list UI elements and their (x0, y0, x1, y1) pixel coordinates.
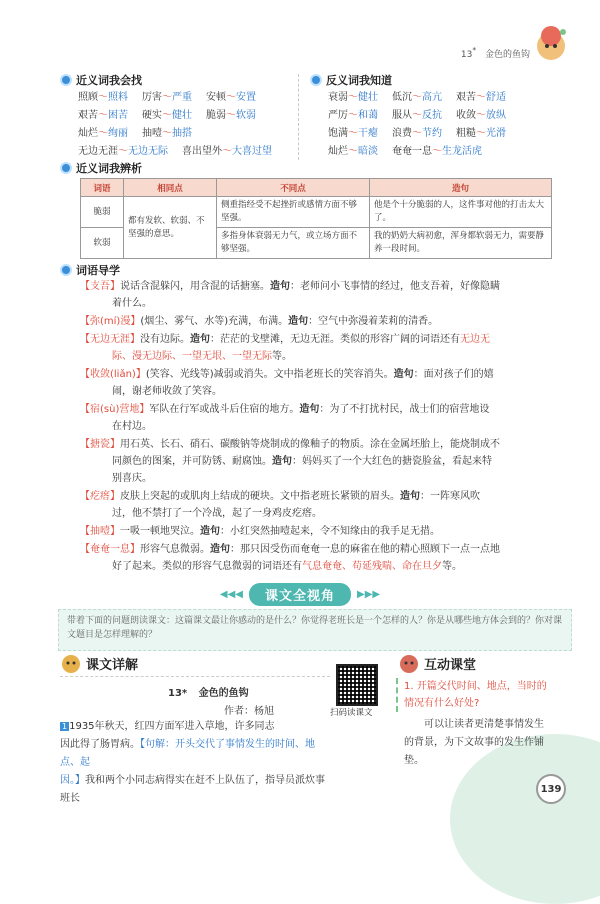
paired-word: 健壮 (358, 92, 378, 103)
paired-word: 干瘪 (358, 128, 378, 139)
article-title (168, 684, 249, 699)
guide-entry (80, 366, 552, 400)
guide-line (80, 541, 552, 558)
article-note: 【句解：开头交代了事情发生的时间、地点、起 (60, 739, 315, 768)
bullet-icon (310, 74, 322, 86)
word-pair-row (78, 107, 292, 125)
word: 厉害 (142, 92, 162, 103)
guide-line (80, 331, 552, 348)
word: 浪费 (392, 128, 412, 139)
paired-word: 高亢 (422, 92, 442, 103)
article-note: 因。】 (60, 775, 85, 786)
example-label: 造句 (288, 316, 309, 327)
paired-word: 放纵 (486, 110, 506, 121)
example-label: 造句 (210, 544, 230, 555)
example-label: 造句 (299, 404, 320, 415)
paired-word: 光滑 (486, 128, 506, 139)
paired-word: 舒适 (486, 92, 506, 103)
word: 脆弱 (206, 110, 226, 121)
guide-line (80, 436, 552, 453)
word: 严厉 (328, 110, 348, 121)
pair-arrow: ～ (348, 128, 358, 139)
paired-word: 生龙活虎 (442, 146, 482, 157)
continuation: 着什么。 (112, 298, 152, 309)
word-pair (456, 125, 506, 143)
word-pair (142, 125, 192, 143)
pair-arrow: ～ (118, 146, 128, 157)
word: 安顿 (206, 92, 226, 103)
paired-word: 安置 (236, 92, 256, 103)
guide-term: 【奄奄一息】 (80, 544, 140, 555)
guide-line: 别喜庆。 (112, 473, 152, 484)
table-header: 不同点 (217, 179, 370, 197)
table-header: 相同点 (124, 179, 217, 197)
pair-arrow: ～ (432, 146, 442, 157)
guide-term: 【弥(mí)漫】 (80, 316, 141, 327)
pair-arrow: ～ (476, 92, 486, 103)
guide-section (60, 262, 120, 278)
paired-word: 反抗 (422, 110, 442, 121)
continuation: 等。 (442, 561, 462, 572)
word: 灿烂 (78, 128, 98, 139)
word-pair (182, 143, 272, 161)
word: 灿烂 (328, 146, 348, 157)
table-cell: 都有发软、软弱、不坚强的意思。 (124, 197, 217, 259)
arrow-left-icon: ◀◀◀ (219, 588, 243, 600)
example-text: ：妈妈买了一个大红色的搪瓷脸盆，看起来特 (292, 456, 492, 467)
word: 硬实 (142, 110, 162, 121)
table-cell: 侧重指经受不起挫折或感情方面不够坚强。 (217, 197, 370, 228)
interactive-column-title: 互动课堂 (424, 657, 477, 673)
word-pair-row (78, 89, 292, 107)
paired-word: 节约 (422, 128, 442, 139)
continuation: 闹，谢老师收敛了笑容。 (112, 386, 222, 397)
table-cell: 脆弱 (81, 197, 124, 228)
example-label: 造句 (272, 456, 292, 467)
pair-arrow: ～ (348, 110, 358, 121)
article-text: 1935年秋天，红四方面军进入草地，许多同志 (69, 721, 275, 732)
word: 艰苦 (456, 92, 476, 103)
reading-tip: 带着下面的问题朗读课文：这篇课文最让你感动的是什么？你觉得老班长是一个怎样的人？你是从哪些地方体会到的？你对课文题目是怎样理解的？ (58, 609, 572, 651)
paired-word: 暗淡 (358, 146, 378, 157)
example-text: ：一阵寒风吹 (420, 491, 480, 502)
word-pair-row (328, 125, 560, 143)
article-body (60, 718, 332, 808)
pair-arrow: ～ (226, 110, 236, 121)
word-pair (78, 143, 168, 161)
word-pair (78, 107, 128, 125)
related-words: 气息奄奄、苟延残喘、命在旦夕 (302, 561, 442, 572)
table-header: 词语 (81, 179, 124, 197)
article-text: 我和两个小同志病得实在赶不上队伍了，指导员派炊事班长 (60, 775, 325, 804)
interactive-question: 1. 开篇交代时间、地点，当时的情况有什么好处? (396, 678, 556, 712)
guide-entry (80, 523, 552, 540)
qr-code-icon[interactable] (336, 664, 378, 706)
pair-arrow: ～ (226, 92, 236, 103)
word: 无边无涯 (78, 146, 118, 157)
word-pair (392, 107, 442, 125)
guide-entry (80, 331, 552, 365)
word-pair (392, 125, 442, 143)
pair-arrow: ～ (476, 128, 486, 139)
paired-word: 绚丽 (108, 128, 128, 139)
paired-word: 无边无际 (128, 146, 168, 157)
table-cell: 多指身体衰弱无力气，或立场方面不够坚强。 (217, 228, 370, 259)
banner-label: 课文全视角 (249, 583, 351, 606)
continuation: 等。 (272, 351, 292, 362)
section-divider (298, 74, 299, 160)
word: 艰苦 (78, 110, 98, 121)
interactive-answer: 可以让读者更清楚事情发生的背景，为下文故事的发生作铺垫。 (404, 719, 544, 766)
interactive-header (398, 652, 476, 674)
guide-term: 【收敛(liǎn)】 (80, 369, 146, 380)
guide-definition: 同颜色的图案，并可防锈、耐腐蚀。 (112, 456, 272, 467)
guide-line (80, 348, 552, 365)
guide-line (80, 313, 552, 330)
guide-term: 【无边无涯】 (80, 334, 140, 345)
paired-word: 困苦 (108, 110, 128, 121)
word-pair (392, 143, 482, 161)
continuation: 好了起来。类似的形容气息微弱的词语还有 (112, 561, 302, 572)
guide-entry (80, 436, 552, 487)
table-cell: 我的奶奶大病初愈，浑身都软弱无力，需要静养一段时间。 (370, 228, 552, 259)
paired-word: 软弱 (236, 110, 256, 121)
word-pair (328, 89, 378, 107)
table-row (81, 197, 552, 228)
word: 粗糙 (456, 128, 476, 139)
example-text: ：茫茫的戈壁滩，无边无涯。类似的形容广阔的词语还有 (210, 334, 460, 345)
pair-arrow: ～ (412, 92, 422, 103)
guide-definition: 皮肤上突起的或肌肉上结成的硬块。文中指老班长紧锁的眉头。 (120, 491, 400, 502)
example-text: ：小红突然抽噎起来，令不知缘由的我手足无措。 (220, 526, 440, 537)
guide-line (80, 295, 552, 312)
word-pair-row (78, 125, 292, 143)
bullet-icon (60, 162, 72, 174)
guide-line (80, 505, 552, 522)
guide-term: 【抽噎】 (80, 526, 120, 537)
article-column-title: 课文详解 (86, 657, 139, 673)
continuation: 过，他不禁打了一个冷战，起了一身鸡皮疙瘩。 (112, 508, 322, 519)
guide-entry (80, 401, 552, 435)
guide-term: 【搪瓷】 (80, 439, 120, 450)
mascot-icon (398, 652, 420, 674)
example-text: ：空气中弥漫着茉莉的清香。 (308, 316, 439, 327)
continuation: 在村边。 (112, 421, 152, 432)
synonyms-title: 近义词我会找 (76, 74, 142, 87)
pair-arrow: ～ (222, 146, 232, 157)
word-pair (328, 107, 378, 125)
distinguish-title: 近义词我辨析 (76, 162, 142, 175)
synonyms-section (60, 72, 292, 161)
guide-definition: 没有边际。 (140, 334, 190, 345)
guide-line (80, 418, 552, 435)
guide-line (80, 558, 552, 575)
pair-arrow: ～ (412, 110, 422, 121)
word-pair (456, 107, 506, 125)
guide-line (80, 278, 552, 295)
table-cell: 他是个十分脆弱的人，这件事对他的打击太大了。 (370, 197, 552, 228)
lesson-mark: * (472, 46, 477, 55)
guide-line (80, 488, 552, 505)
section-banner (200, 583, 400, 605)
guide-line (80, 366, 552, 383)
word-pair (78, 125, 128, 143)
guide-term: 【支吾】 (80, 281, 120, 292)
paired-word: 抽搭 (172, 128, 192, 139)
word-pair (206, 107, 256, 125)
word: 喜出望外 (182, 146, 222, 157)
example-text: ：老师问小飞事情的经过，他支吾着，好像隐瞒 (290, 281, 500, 292)
paired-word: 和蔼 (358, 110, 378, 121)
word: 奄奄一息 (392, 146, 432, 157)
guide-entry (80, 278, 552, 312)
word: 收敛 (456, 110, 476, 121)
distinguish-section (60, 160, 142, 176)
guide-definition: 说话含混躲闪，用含混的话搪塞。 (120, 281, 270, 292)
word: 饱满 (328, 128, 348, 139)
guide-definition: (笑容、光线等)减弱或消失。文中指老班长的笑容消失。 (145, 369, 394, 380)
comparison-table (80, 178, 552, 259)
word-pair (142, 107, 192, 125)
word: 衰弱 (328, 92, 348, 103)
antonyms-title: 反义词我知道 (326, 74, 392, 87)
word: 照顾 (78, 92, 98, 103)
paragraph-number: 1 (62, 722, 68, 731)
pair-arrow: ～ (412, 128, 422, 139)
lesson-title: 金色的鱼钩 (484, 50, 530, 60)
bullet-icon (60, 264, 72, 276)
article-header (60, 652, 138, 674)
guide-definition: 用石英、长石、硝石、碳酸钠等烧制成的像釉子的物质。涂在金属坯胎上，能烧制成不 (120, 439, 500, 450)
header-title (461, 46, 530, 60)
page-number: 139 (536, 774, 566, 804)
guide-title: 词语导学 (76, 264, 120, 277)
word-pair (328, 143, 378, 161)
pair-arrow: ～ (348, 92, 358, 103)
example-label: 造句 (393, 369, 414, 380)
pair-arrow: ～ (98, 128, 108, 139)
guide-line (80, 401, 552, 418)
related-words: 无边无 (460, 334, 490, 345)
pair-arrow: ～ (162, 128, 172, 139)
example-text: ：为了不打扰村民，战士们的宿营地设 (319, 404, 490, 415)
guide-line (80, 453, 552, 470)
pair-arrow: ～ (476, 110, 486, 121)
guide-definition: 形容气息微弱。 (140, 544, 210, 555)
pair-arrow: ～ (98, 110, 108, 121)
paired-word: 照料 (108, 92, 128, 103)
guide-term: 【宿(sù)营地】 (80, 404, 150, 415)
guide-definition: 军队在行军或战斗后住宿的地方。 (149, 404, 300, 415)
guide-line (80, 523, 552, 540)
pair-arrow: ～ (98, 92, 108, 103)
word: 服从 (392, 110, 412, 121)
article-author: 作者：杨旭 (224, 706, 274, 717)
paired-word: 大喜过望 (232, 146, 272, 157)
guide-list (80, 278, 552, 576)
guide-line (80, 383, 552, 400)
doll-icon (530, 22, 572, 64)
word-pair (142, 89, 192, 107)
word-pair-row (328, 107, 560, 125)
pair-arrow: ～ (348, 146, 358, 157)
example-label: 造句 (190, 334, 210, 345)
word: 低沉 (392, 92, 412, 103)
pair-arrow: ～ (162, 110, 172, 121)
word-pair (328, 125, 378, 143)
antonyms-section (310, 72, 560, 161)
example-label: 造句 (200, 526, 220, 537)
word-pair-row (328, 89, 560, 107)
paired-word: 健壮 (172, 110, 192, 121)
article-text: 因此得了肠胃病。 (60, 739, 140, 750)
related-words: 际、漫无边际、一望无垠、一望无际 (112, 351, 272, 362)
guide-definition: (烟尘、雾气、水等)充满，布满。 (140, 316, 289, 327)
example-text: ：面对孩子们的嬉 (413, 369, 494, 380)
word-pair-row (78, 143, 292, 161)
paired-word: 严重 (172, 92, 192, 103)
qr-label: 扫码读课文 (330, 708, 373, 718)
article-lesson: 13* (168, 688, 188, 699)
lesson-number: 13 (460, 50, 473, 60)
guide-term: 【疙瘩】 (80, 491, 120, 502)
mascot-icon (60, 652, 82, 674)
arrow-right-icon: ▶▶▶ (357, 588, 381, 600)
guide-definition: 一吸一顿地哭泣。 (120, 526, 200, 537)
guide-entry (80, 488, 552, 522)
word: 抽噎 (142, 128, 162, 139)
word-pair (78, 89, 128, 107)
pair-arrow: ～ (162, 92, 172, 103)
word-pair (392, 89, 442, 107)
table-cell: 软弱 (81, 228, 124, 259)
article-name: 金色的鱼钩 (198, 688, 249, 699)
divider (60, 676, 330, 678)
example-label: 造句 (270, 281, 290, 292)
word-pair-row (328, 143, 560, 161)
example-label: 造句 (400, 491, 420, 502)
guide-entry (80, 541, 552, 575)
word-pair (206, 89, 256, 107)
table-header: 造句 (370, 179, 552, 197)
example-text: ：那只因受伤而奄奄一息的麻雀在他的精心照顾下一点一点地 (230, 544, 500, 555)
word-pair (456, 89, 506, 107)
guide-entry (80, 313, 552, 330)
bullet-icon (60, 74, 72, 86)
